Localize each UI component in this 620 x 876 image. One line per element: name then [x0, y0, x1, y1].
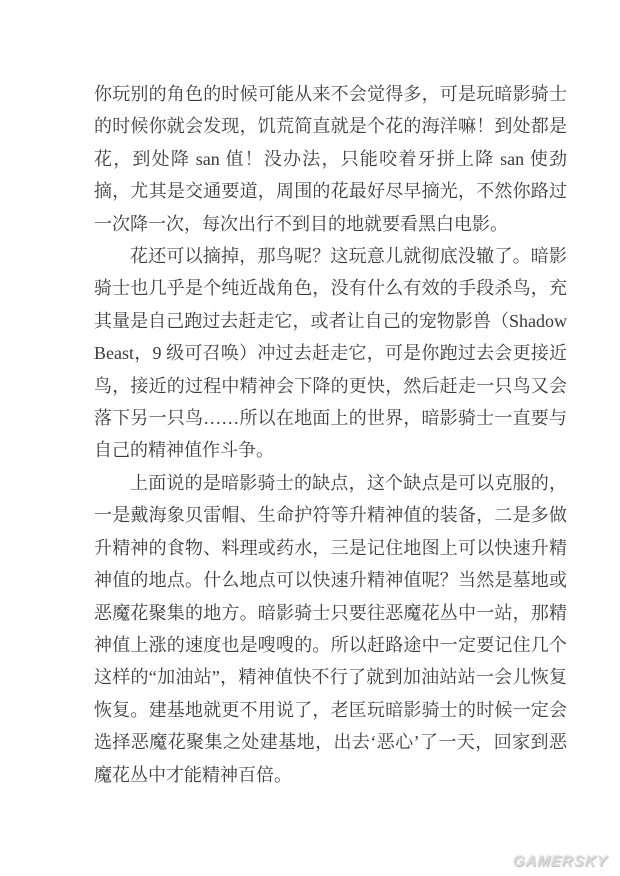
paragraph: 花还可以摘掉，那鸟呢？这玩意儿就彻底没辙了。暗影骑士也几乎是个纯近战角色，没有什么有效的手段杀鸟，充其量是自己跑过去赶走它，或者让自己的宠物影兽（Shadow Beast，9 级可召唤）冲过去赶走它，可是你跑过去会更接近鸟，接近的过程中精神会下降的更快，然后赶走一只鸟又会落下另一只鸟……所以在地面上的世界，暗影骑士一直要与自己的精神值作斗争。	[94, 246, 567, 461]
paragraph: 上面说的是暗影骑士的缺点，这个缺点是可以克服的，一是戴海象贝雷帽、生命护符等升精神值的装备，二是多做升精神的食物、料理或药水，三是记住地图上可以快速升精神值的地点。什么地点可以快速升精神值呢？当然是墓地或恶魔花聚集的地方。暗影骑士只要往恶魔花丛中一站，那精神值上涨的速度也是嗖嗖的。所以赶路途中一定要记住几个这样的“加油站”，精神值快不行了就到加油站站一会儿恢复恢复。建基地就更不用说了，老匡玩暗影骑士的时候一定会选择恶魔花聚集之处建基地，出去‘恶心’了一天，回家到恶魔花丛中才能精神百倍。	[94, 472, 567, 785]
gamersky-watermark: GAMERSKY	[512, 853, 609, 870]
paragraph: 你玩别的角色的时候可能从来不会觉得多，可是玩暗影骑士的时候你就会发现，饥荒简直就是个花的海洋嘛！到处都是花，到处降 san 值！没办法，只能咬着牙拼上降 san 使劲摘，尤其是交通要道，周围的花最好尽早摘光，不然你路过一次降一次，每次出行不到目的地就要看黑白电影。	[94, 84, 567, 234]
article-text	[94, 78, 567, 791]
